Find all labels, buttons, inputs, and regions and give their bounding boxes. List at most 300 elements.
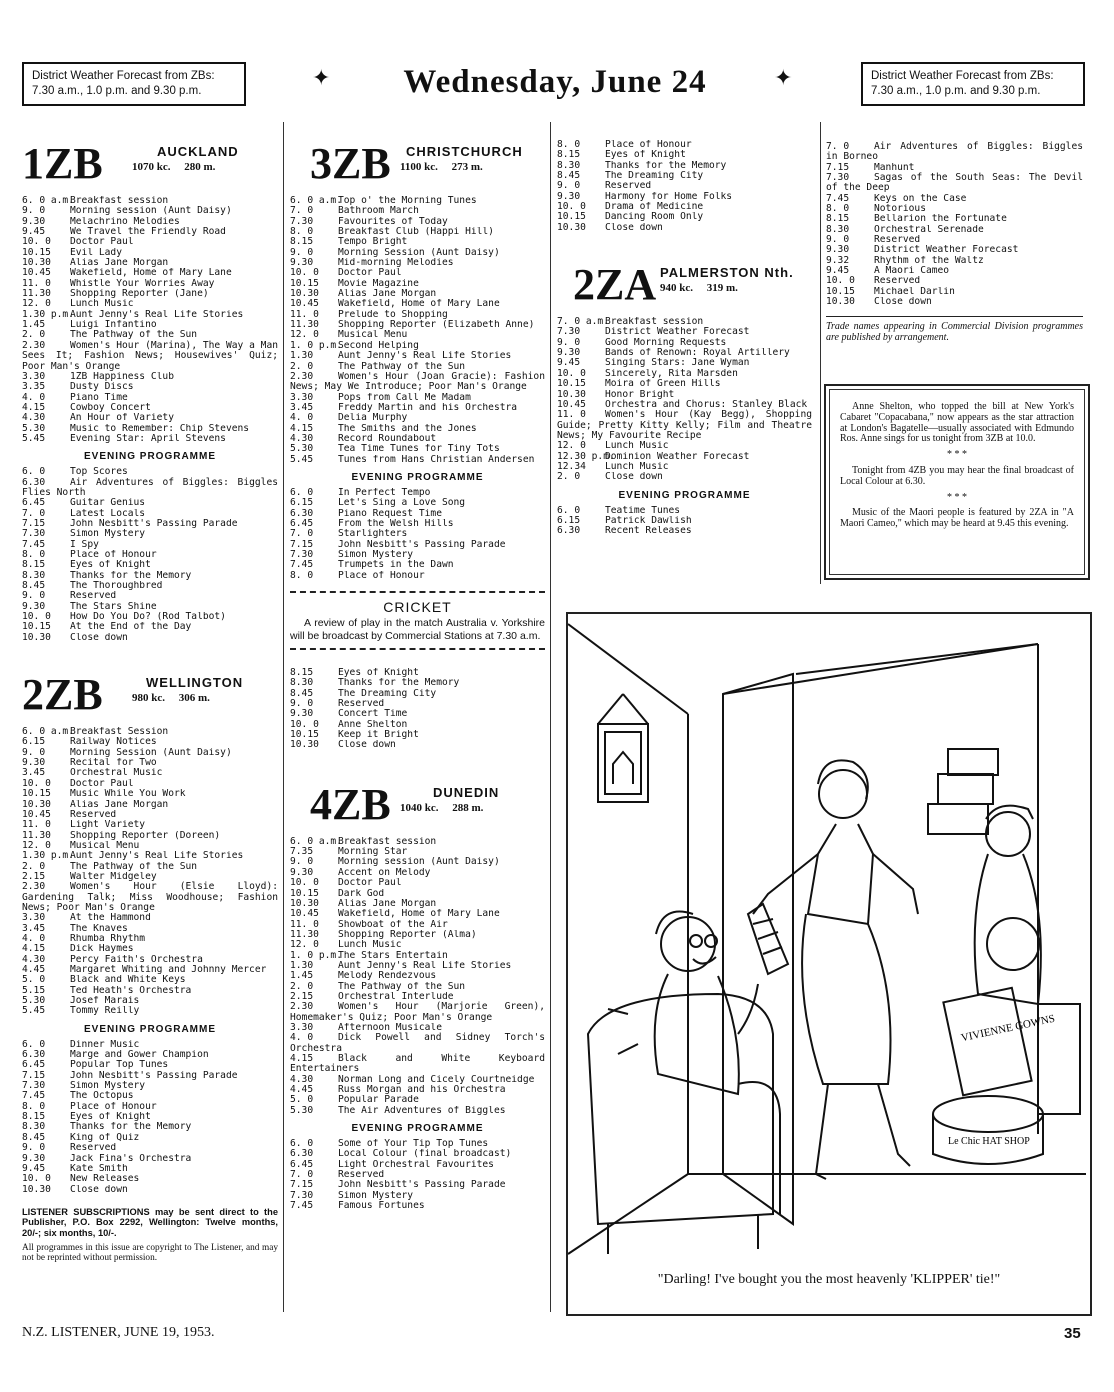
programme-title: Thanks for the Memory [70,1122,192,1133]
programme-title: Air Adventures of Biggles: Biggles in Borneo [826,141,1083,163]
schedule-list [22,196,278,444]
programme-row [290,1085,545,1095]
programme-time: 4.45 [22,964,46,975]
programme-title: Shopping Reporter (Jane) [70,289,209,300]
programme-title: A Maori Cameo [874,266,950,277]
programme-time: 2.15 [290,990,314,1002]
programme-time: 4. 0 [22,391,46,403]
programme-time: 6.30 [22,476,46,488]
programme-time: 3.30 [290,391,314,403]
programme-title: Russ Morgan and his Orchestra [338,1085,506,1096]
programme-row [826,235,1083,245]
programme-title: Orchestral Music [70,768,163,779]
programme-row [826,245,1083,255]
programme-row [22,206,278,216]
programme-title: Reserved [70,809,117,820]
station-call-sign: 3ZB [310,139,391,188]
programme-row [826,173,1083,194]
programme-title: Top o' the Morning Tunes [338,196,477,206]
programme-time: 12.30 p.m. [557,450,615,462]
programme-time: 9.30 [290,708,314,720]
programme-title: The Smiths and the Jones [338,423,477,434]
programme-title: Alias Jane Morgan [70,799,169,810]
programme-title: Place of Honour [338,570,425,581]
programme-time: 8.45 [22,1131,46,1143]
programme-time: 10.15 [22,621,51,633]
station-2za [557,259,812,537]
programme-time: 4.30 [290,432,314,444]
programme-title: Second Helping [338,340,419,351]
programme-time: 11.30 [22,829,51,841]
programme-time: 2. 0 [290,360,314,372]
programme-time: 11.30 [290,928,319,940]
programme-row [290,289,545,299]
programme-title: King of Quiz [70,1132,140,1143]
programme-time: 5.45 [22,1005,46,1017]
programme-row [290,1160,545,1170]
schedule-list [22,467,278,643]
programme-time: 7.15 [290,1179,314,1191]
programme-time: 9.32 [826,254,850,266]
programme-title: Music While You Work [70,789,186,800]
programme-time: 6. 0 [22,466,46,478]
cricket-heading: CRICKET [383,599,452,616]
schedule-list [290,1139,545,1211]
programme-title: Latest Locals [70,508,146,519]
programme-time: 9. 0 [22,590,46,602]
programme-title: Eyes of Knight [70,1112,151,1123]
programme-time: 9. 0 [557,180,581,192]
programme-row [22,768,278,778]
programme-time: 3.30 [290,1021,314,1033]
programme-row [290,951,545,961]
programme-title: Kate Smith [70,1163,128,1174]
programme-title: Recent Releases [605,526,692,537]
programme-title: Good Morning Requests [605,337,727,348]
programme-title: Doctor Paul [338,268,402,279]
programme-row [22,382,278,392]
programme-title: Breakfast session [338,836,437,847]
programme-time: 9. 0 [826,234,850,246]
programme-title: The Stars Shine [70,601,157,612]
programme-time: 9.30 [22,600,46,612]
programme-time: 6. 0 [557,504,581,516]
programme-title: Wakefield, Home of Mary Lane [338,909,500,920]
programme-time: 12. 0 [290,939,319,951]
programme-title: Women's Hour (Kay Begg), Shopping Guide; Pretty Kitty Kelly; Film and Theatre News; My Favourite Recipe [557,409,812,441]
programme-row [22,820,278,830]
programme-title: Morning session (Aunt Daisy) [70,206,232,217]
programme-row [22,560,278,570]
programme-time: 7.45 [22,1090,46,1102]
programme-title: Simon Mystery [338,550,414,560]
programme-title: John Nesbitt's Passing Parade [338,1180,506,1191]
programme-time: 7. 0 a.m. [557,316,609,328]
programme-time: 6.30 [290,1148,314,1160]
programme-title: Anne Shelton [338,719,408,730]
programme-time: 7.35 [290,846,314,858]
dashed-rule [290,591,545,593]
programme-time: 2.30 [22,881,46,893]
programme-title: Musical Menu [70,840,140,851]
programme-title: Reserved [874,276,921,287]
programme-time: 8.15 [826,213,850,225]
programme-time: 5.30 [290,443,314,455]
programme-row [290,1002,545,1023]
programme-time: 9.45 [826,265,850,277]
programme-title: Lunch Music [605,461,669,472]
programme-time: 4.30 [22,953,46,965]
programme-row [22,289,278,299]
programme-time: 9.45 [22,1162,46,1174]
programme-title: Melody Rendezvous [338,971,437,982]
station-city: DUNEDIN [433,784,500,800]
weather-forecast-box-left [22,62,246,106]
programme-title: Dancing Room Only [605,212,704,223]
programme-time: 1. 0 p.m. [290,949,342,961]
programme-time: 4.15 [22,401,46,413]
programme-time: 10. 0 [557,367,586,379]
programme-title: Singing Stars: Jane Wyman [605,358,750,369]
programme-time: 6. 0 a.m. [22,195,74,206]
star-ornament-icon: ✦ [312,66,331,91]
programme-row [22,831,278,841]
programme-row [557,171,812,181]
programme-time: 9. 0 [557,336,581,348]
programme-title: Light Orchestral Favourites [338,1159,494,1170]
programme-row [290,320,545,330]
programme-title: Alias Jane Morgan [338,289,437,300]
programme-title: The Pathway of the Sun [70,861,198,872]
programme-title: Piano Request Time [338,508,442,519]
programme-time: 5.30 [22,422,46,434]
programme-title: Tempo Bright [338,237,408,248]
programme-time: 11. 0 [22,277,51,289]
programme-title: Close down [874,297,932,308]
programme-time: 10.15 [290,887,319,899]
station-3zb [290,138,545,581]
programme-time: 10. 0 [557,201,586,213]
programme-title: Breakfast Club (Happi Hill) [338,227,494,238]
station-frequency: 1100 kc. 273 m. [400,161,483,173]
station-call-sign: 1ZB [22,139,103,188]
schedule-list [557,506,812,537]
programme-row [290,227,545,237]
programme-row [290,196,545,206]
programme-row [290,341,545,351]
programme-title: Musical Menu [338,330,408,341]
programme-title: Women's Hour (Joan Gracie): Fashion News; May We Introduce; Poor Man's Orange [290,370,545,393]
programme-row [22,1122,278,1132]
programme-time: 10. 0 [22,777,51,789]
programme-row [557,410,812,441]
programme-time: 7. 0 [290,1169,314,1181]
programme-time: 10.45 [290,298,319,310]
programme-row [557,506,812,516]
programme-row [557,161,812,171]
programme-time: 7.15 [22,517,46,529]
schedule-list [290,668,545,751]
programme-time: 7.45 [290,1200,314,1212]
programme-time: 6.30 [557,525,581,537]
programme-row [290,455,545,465]
programme-time: 9. 0 [22,1142,46,1154]
programme-title: Popular Parade [338,1095,419,1106]
dashed-rule [290,648,545,650]
programme-time: 10.45 [22,808,51,820]
programme-title: Michael Darlin [874,286,955,297]
programme-time: 7.45 [22,538,46,550]
programme-time: 10. 0 [290,267,319,279]
station-2zb [22,669,278,1195]
programme-title: Ted Heath's Orchestra [70,985,192,996]
programme-title: Recital for Two [70,758,157,769]
programme-time: 4.30 [22,412,46,424]
programme-time: 10.30 [22,1183,51,1195]
programme-row [290,488,545,498]
programme-row [22,1133,278,1143]
programme-title: Honor Bright [605,389,675,400]
programme-time: 4.15 [290,1053,314,1064]
programme-time: 10.30 [290,897,319,909]
programme-row [22,550,278,560]
programme-title: Breakfast Session [70,727,169,738]
programme-time: 7.30 [290,549,314,560]
klipper-cartoon [566,612,1092,1316]
programme-title: The Octopus [70,1091,134,1102]
programme-row [557,358,812,368]
programme-time: 6. 0 a.m. [290,195,342,206]
programme-row [826,225,1083,235]
programme-title: Breakfast session [70,196,169,206]
programme-row [22,612,278,622]
programme-row [22,478,278,499]
programme-title: Mid-morning Melodies [338,258,454,269]
cricket-notice [290,599,545,642]
programme-row [22,955,278,965]
programme-time: 10. 0 [22,611,51,623]
notes-box [824,384,1090,580]
programme-row [290,699,545,709]
programme-time: 5. 0 [22,974,46,986]
forecast-line: 7.30 a.m., 1.0 p.m. and 9.30 p.m. [871,85,1041,97]
programme-time: 10. 0 [290,718,319,730]
programme-title: The Pathway of the Sun [70,330,198,341]
programme-title: Eyes of Knight [605,150,686,161]
programme-time: 7.15 [290,538,314,550]
programme-time: 7.45 [290,559,314,571]
programme-title: Bellarion the Fortunate [874,214,1007,225]
programme-time: 5. 0 [290,1094,314,1106]
programme-time: 7.30 [557,326,581,338]
programme-title: Doctor Paul [338,878,402,889]
programme-row [22,1112,278,1122]
programme-title: Luigi Infantino [70,320,157,331]
programme-time: 6.15 [290,497,314,509]
programme-row [290,248,545,258]
programme-row [290,730,545,740]
programme-row [22,1081,278,1091]
programme-title: Bands of Renown: Royal Artillery [605,348,790,359]
programme-title: Moira of Green Hills [605,379,721,390]
programme-row [290,961,545,971]
programme-time: 2.30 [22,339,46,351]
programme-time: 10. 0 [22,1173,51,1185]
programme-row [22,748,278,758]
programme-row [22,1091,278,1101]
programme-time: 8.45 [557,170,581,182]
programme-title: Music to Remember: Chip Stevens [70,423,250,434]
programme-time: 3.30 [22,912,46,924]
programme-title: Lunch Music [70,299,134,310]
programme-row [22,268,278,278]
programme-time: 2.15 [22,870,46,882]
programme-row [557,348,812,358]
column-rule [283,122,284,1312]
programme-title: John Nesbitt's Passing Parade [70,1070,238,1081]
column-3 [557,140,812,537]
programme-title: The Knaves [70,923,128,934]
programme-title: Margaret Whiting and Johnny Mercer [70,965,267,975]
programme-title: The Pathway of the Sun [338,361,466,372]
programme-title: Eyes of Knight [338,668,419,679]
programme-time: 8.30 [22,1121,46,1133]
programme-title: From the Welsh Hills [338,518,454,529]
programme-title: Close down [70,632,128,643]
programme-row [557,462,812,472]
programme-row [290,1095,545,1105]
programme-title: Women's Hour (Marina), The Way a Man Sees It; Fashion News; Housewives' Quiz; Poor Man's Orange [22,339,278,372]
programme-time: 8. 0 [557,139,581,150]
programme-time: 10.15 [290,729,319,741]
programme-row [290,971,545,981]
programme-time: 10.15 [290,277,319,289]
schedule-list [826,142,1083,308]
programme-title: Rhythm of the Waltz [874,255,984,266]
programme-title: Lunch Music [338,940,402,951]
programme-title: Lunch Music [605,441,669,452]
programme-title: Black and White Keys [70,975,186,986]
programme-title: Accent on Melody [338,867,431,878]
programme-title: Morning Session (Aunt Daisy) [70,747,232,758]
programme-row [290,310,545,320]
programme-time: 10.15 [557,378,586,390]
programme-title: Trumpets in the Dawn [338,560,454,571]
programme-time: 9.30 [826,244,850,256]
programme-title: District Weather Forecast [874,245,1019,256]
programme-title: Doctor Paul [70,237,134,248]
programme-title: Tunes from Hans Christian Andersen [338,454,535,465]
programme-title: Simon Mystery [70,1081,146,1092]
note-maori-cameo: Music of the Maori people is featured by 2ZA in "A Maori Cameo," which may be heard at 9.45 this evening. [840,507,1074,530]
programme-row [290,393,545,403]
programme-row [22,310,278,320]
programme-row [290,498,545,508]
cartoon-illustration [568,614,1086,1264]
programme-row [290,709,545,719]
programme-time: 1.30 [290,350,314,362]
programme-title: Close down [605,472,663,483]
programme-time: 8.30 [290,677,314,689]
programme-time: 10.15 [22,788,51,800]
programme-time: 7. 0 [826,141,850,152]
programme-row [22,1143,278,1153]
programme-row [22,944,278,954]
programme-row [290,678,545,688]
programme-row [290,403,545,413]
programme-time: 3.30 [22,370,46,382]
programme-row [22,1102,278,1112]
programme-title: In Perfect Tempo [338,487,431,498]
programme-row [22,434,278,444]
programme-row [290,279,545,289]
programme-row [557,526,812,536]
programme-time: 6. 0 a.m. [290,835,342,847]
programme-row [290,217,545,227]
programme-title: Starlighters [338,529,408,540]
programme-row [557,150,812,160]
programme-row [22,581,278,591]
station-city: AUCKLAND [157,144,239,159]
programme-row [290,540,545,550]
programme-title: Dick Haymes [70,944,134,955]
note-local-colour: Tonight from 4ZB you may hear the final broadcast of Local Colour at 6.30. [840,464,1074,487]
cricket-text: A review of play in the match Australia v. Yorkshire will be broadcast by Commercial Stations at 7.30 a.m. [290,617,545,642]
programme-row [22,279,278,289]
programme-title: I Spy [70,539,99,550]
programme-row [557,327,812,337]
programme-time: 9.45 [22,226,46,238]
programme-row [557,181,812,191]
programme-row [290,920,545,930]
programme-row [22,341,278,372]
programme-row [290,1149,545,1159]
programme-time: 5.30 [22,995,46,1007]
programme-row [557,379,812,389]
programme-title: Air Adventures of Biggles: Biggles Flies North [22,476,278,498]
programme-row [826,256,1083,266]
station-city: CHRISTCHURCH [406,144,523,159]
column-rule [820,122,821,584]
programme-title: Thanks for the Memory [338,678,460,689]
programme-time: 8.45 [22,580,46,592]
station-call-sign: 4ZB [310,779,391,829]
programme-row [826,297,1083,307]
programme-time: 6. 0 [290,486,314,498]
programme-row [22,800,278,810]
programme-time: 1.30 p.m. [22,308,74,320]
programme-row [22,965,278,975]
hatbox-label: Le Chic HAT SHOP [948,1136,1030,1147]
programme-title: The Dreaming City [605,171,704,182]
programme-row [22,196,278,206]
programme-row [22,529,278,539]
programme-row [22,737,278,747]
programme-time: 9. 0 [290,246,314,258]
programme-time: 8.15 [290,236,314,248]
programme-row [290,509,545,519]
programme-time: 11. 0 [22,819,51,831]
programme-title: Norman Long and Cicely Courtneidge [338,1074,535,1085]
programme-title: Sincerely, Rita Marsden [605,368,738,379]
programme-title: Reserved [874,235,921,246]
programme-row [22,217,278,227]
programme-title: Top Scores [70,467,128,478]
programme-time: 6.45 [290,1158,314,1170]
programme-time: 2. 0 [22,329,46,341]
programme-time: 10.15 [826,285,855,297]
programme-time: 8. 0 [290,569,314,581]
